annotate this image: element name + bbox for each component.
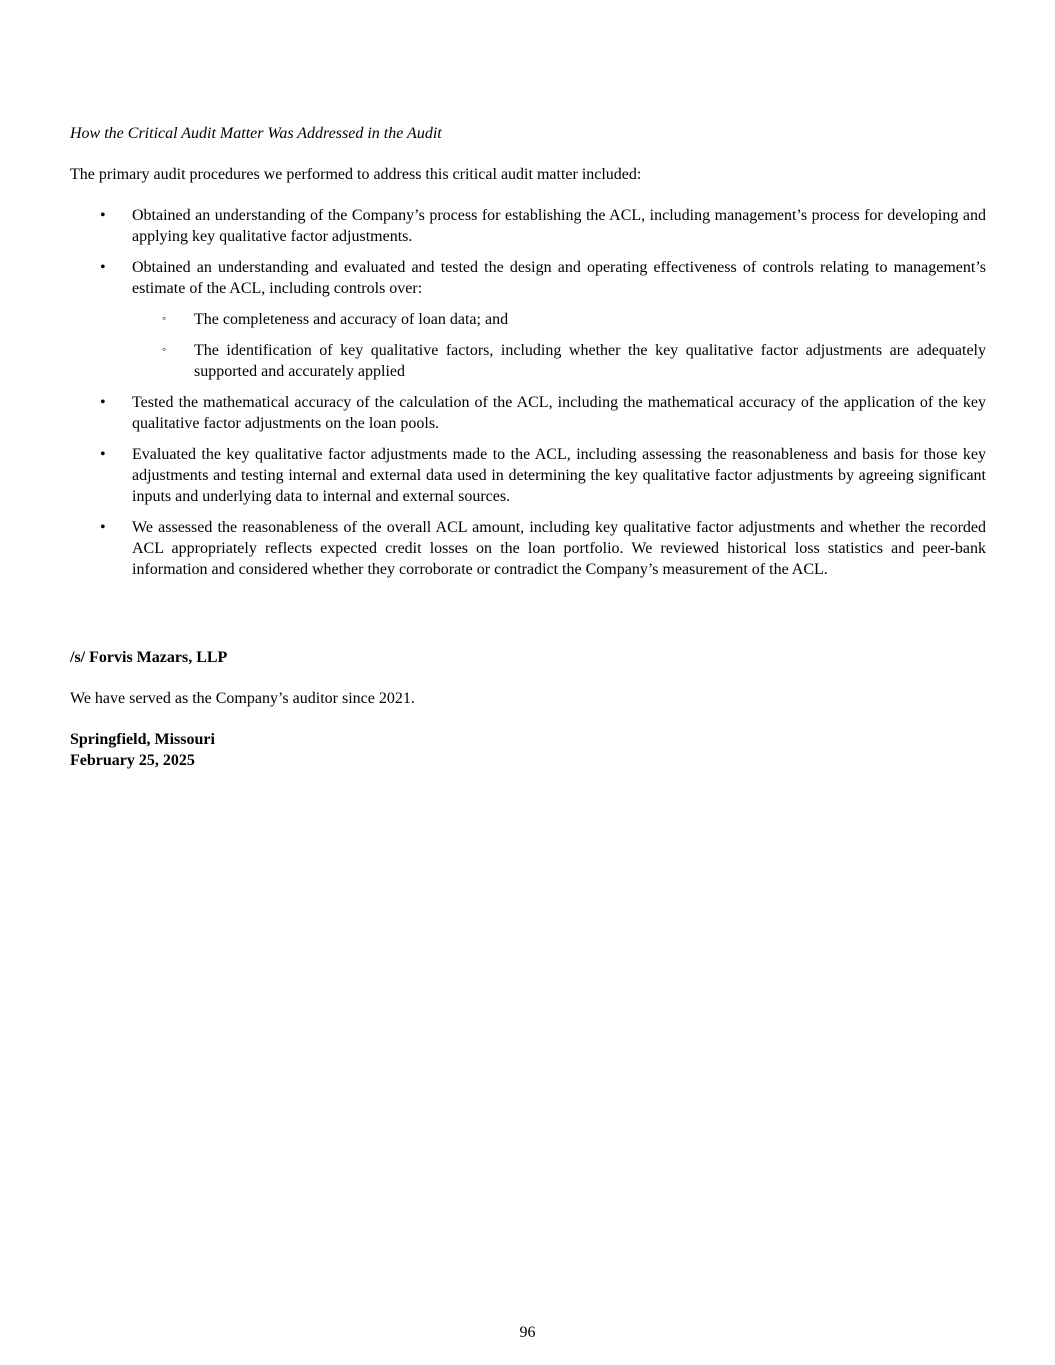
page-number: 96: [519, 1324, 536, 1341]
procedure-item: [70, 444, 986, 507]
sub-item-text: The identification of key qualitative factors, including whether the key qualitative factor adjustments are adequately supported and accurately applied: [194, 342, 986, 380]
bullet-glyph: •: [100, 207, 106, 224]
sub-bullet-glyph: ◦: [162, 311, 167, 325]
report-date: February 25, 2025: [70, 752, 195, 769]
procedure-item: [70, 517, 986, 580]
auditor-signature: /s/ Forvis Mazars, LLP: [70, 649, 228, 666]
section-heading: How the Critical Audit Matter Was Addressed in the Audit: [70, 125, 442, 142]
bullet-glyph: •: [100, 394, 106, 411]
bullet-glyph: •: [100, 446, 106, 463]
bullet-glyph: •: [100, 519, 106, 536]
sub-bullet-glyph: ◦: [162, 342, 167, 356]
procedure-item: [70, 205, 986, 247]
auditor-tenure: We have served as the Company’s auditor since 2021.: [70, 690, 415, 707]
sub-item: [132, 309, 986, 330]
procedure-text: We assessed the reasonableness of the overall ACL amount, including key qualitative factor adjustments and whether the recorded ACL appropriately reflects expected credit losses on the loan portfolio. We reviewed historical loss statistics and peer-bank information and considered whether they corroborate or contradict the Company’s measurement of the ACL.: [132, 519, 986, 578]
procedure-text: Obtained an understanding and evaluated and tested the design and operating effectiveness of controls relating to management’s estimate of the ACL, including controls over:: [132, 259, 986, 297]
report-body: [70, 123, 986, 771]
controls-sublist: [132, 309, 986, 382]
bullet-glyph: •: [100, 259, 106, 276]
procedure-text: Obtained an understanding of the Company’s process for establishing the ACL, including management’s process for developing and applying key qualitative factor adjustments.: [132, 207, 986, 245]
procedure-item: [70, 257, 986, 382]
procedure-item: [70, 392, 986, 434]
sub-item-text: The completeness and accuracy of loan data; and: [194, 311, 509, 328]
procedures-list: [70, 205, 986, 580]
signing-location: Springfield, Missouri: [70, 731, 215, 748]
procedure-text: Evaluated the key qualitative factor adjustments made to the ACL, including assessing the reasonableness and basis for those key adjustments and testing internal and external data used in determining the key qualitative factor adjustments by agreeing significant inputs and underlying data to internal and external sources.: [132, 446, 986, 505]
sub-item: [132, 340, 986, 382]
intro-paragraph: The primary audit procedures we performed to address this critical audit matter included:: [70, 166, 642, 183]
procedure-text: Tested the mathematical accuracy of the calculation of the ACL, including the mathematical accuracy of the application of the key qualitative factor adjustments on the loan pools.: [132, 394, 986, 432]
